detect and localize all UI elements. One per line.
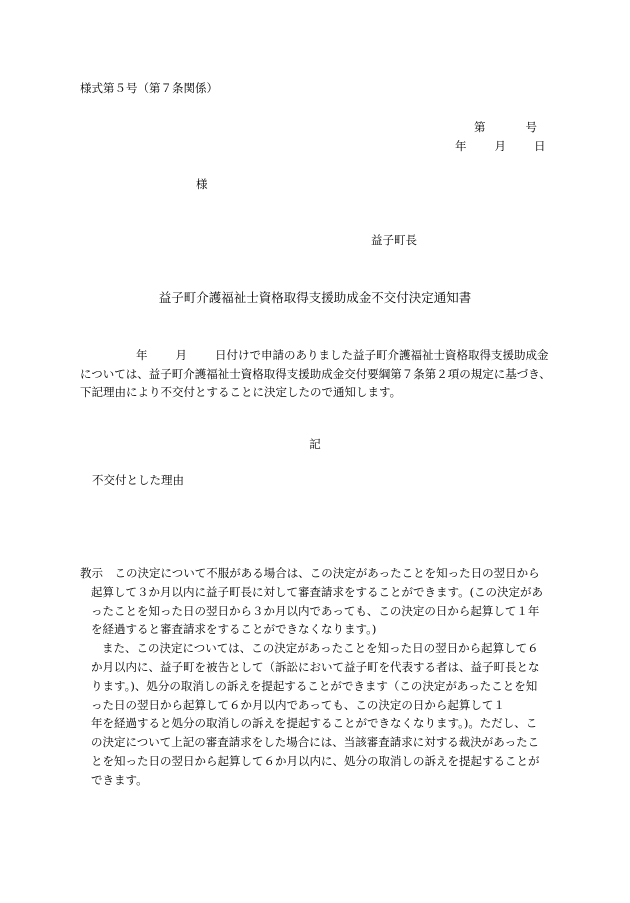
body-line-2: については、益子町介護福祉士資格取得支援助成金交付要綱第７条第２項の規定に基づき、	[80, 366, 551, 381]
body-line-3: 下記理由により不交付とすることに決定したので通知します。	[80, 385, 402, 399]
appeal-notice	[80, 564, 560, 790]
body-year: 年	[136, 348, 148, 362]
form-number: 様式第５号（第７条関係）	[80, 81, 218, 95]
date-year: 年	[455, 139, 467, 153]
notice-line: 教示 この決定について不服がある場合は、この決定があったことを知った日の翌日から	[80, 566, 540, 580]
body-line-1	[80, 346, 550, 365]
notice-line: 年を経過すると処分の取消しの訴えを提起することができなくなります。)。ただし、こ	[91, 716, 538, 731]
notice-line: を経過すると審査請求をすることができなくなります。)	[91, 622, 377, 637]
date-month: 月	[494, 139, 506, 153]
doc-number-go: 号	[525, 120, 537, 134]
body-month: 月	[175, 348, 187, 362]
date-day: 日	[534, 139, 546, 153]
document-title: 益子町介護福祉士資格取得支援助成金不交付決定通知書	[158, 290, 472, 305]
addressee: 様	[196, 177, 208, 191]
doc-number-dai: 第	[474, 120, 486, 134]
sender: 益子町長	[371, 233, 417, 247]
notice-line: 起算して３か月以内に益子町長に対して審査請求をすることができます。(この決定があ	[91, 584, 544, 599]
notice-line: か月以内に、益子町を被告として（訴訟において益子町を代表する者は、益子町長とな	[91, 659, 540, 674]
notice-line: とを知った日の翌日から起算して６か月以内に、処分の取消しの訴えを提起することが	[91, 753, 540, 768]
notice-line: できます。	[91, 772, 148, 787]
notice-line: ります。)、処分の取消しの訴えを提起することができます（この決定があったことを知	[91, 678, 538, 693]
notice-line: った日の翌日から起算して６か月以内であっても、この決定の日から起算して１	[91, 697, 505, 712]
ki-heading: 記	[309, 437, 321, 451]
issue-date	[455, 138, 546, 154]
document-number	[474, 119, 537, 135]
notice-line: ったことを知った日の翌日から３か月以内であっても、この決定の日から起算して１年	[91, 603, 540, 618]
body-line-1-rest: 日付けで申請のありました益子町介護福祉士資格取得支援助成金	[215, 348, 549, 362]
notice-line: の決定について上記の審査請求をした場合には、当該審査請求に対する裁決があったこ	[91, 735, 540, 750]
reason-label: 不交付とした理由	[92, 473, 184, 487]
body-text	[80, 346, 550, 402]
notice-line: また、この決定については、この決定があったことを知った日の翌日から起算して６	[102, 641, 539, 656]
